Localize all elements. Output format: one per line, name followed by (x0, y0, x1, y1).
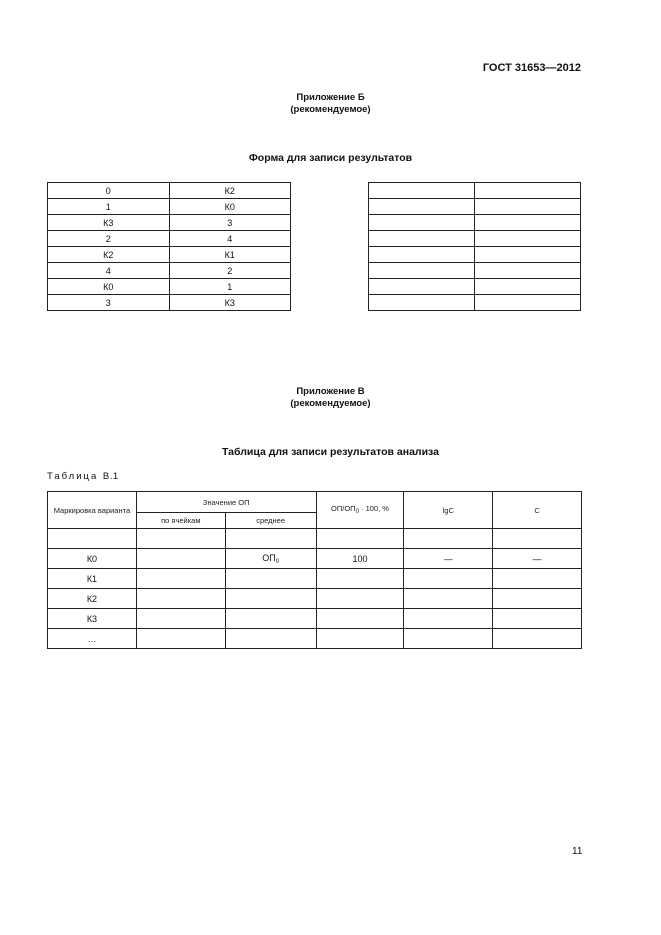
cell-ratio: 100 (316, 549, 404, 569)
empty-cell (136, 569, 225, 589)
empty-cell (225, 629, 316, 649)
cell-average-sub: 0 (275, 558, 280, 565)
header-ratio-sub: 0 (355, 508, 359, 515)
pair-right-cell: К1 (169, 247, 291, 263)
table-row (48, 609, 582, 629)
results-cell (475, 247, 581, 263)
empty-cell (136, 589, 225, 609)
standard-code: ГОСТ 31653—2012 (482, 62, 581, 74)
cell-marking: К1 (48, 569, 137, 589)
pairs-row (48, 199, 291, 215)
results-row (369, 279, 581, 295)
cell-marking: К2 (48, 589, 137, 609)
results-cell (475, 183, 581, 199)
pair-right-cell: 1 (169, 279, 291, 295)
empty-cell (136, 629, 225, 649)
cell-average-text: ОП (262, 552, 276, 563)
empty-cell (404, 589, 493, 609)
table-row (48, 629, 582, 649)
annex-v-title: Приложение В (296, 386, 365, 397)
pair-right-cell: К0 (169, 199, 291, 215)
empty-cell (404, 569, 493, 589)
pairs-row (48, 231, 291, 247)
annex-b-heading (0, 92, 661, 116)
header-by-cells: по ячейкам (136, 513, 225, 529)
cell-marking: К3 (48, 609, 137, 629)
results-cell (369, 279, 475, 295)
results-cell (475, 231, 581, 247)
empty-cell (316, 589, 404, 609)
table-label-word: Таблица (47, 471, 99, 482)
annex-b-title: Приложение Б (296, 92, 365, 103)
header-c: С (493, 492, 582, 529)
results-row (369, 199, 581, 215)
annex-b-subtitle: (рекомендуемое) (290, 104, 371, 115)
cell-lgc: — (404, 549, 493, 569)
analysis-table-title: Таблица для записи результатов анализа (222, 446, 439, 458)
empty-cell (225, 569, 316, 589)
cell-c: — (493, 549, 582, 569)
table-row (48, 549, 582, 569)
pair-right-cell: К3 (169, 295, 291, 311)
results-cell (475, 295, 581, 311)
pairs-row (48, 247, 291, 263)
pairs-row (48, 279, 291, 295)
empty-cell (225, 609, 316, 629)
pair-left-cell: 0 (48, 183, 170, 199)
cell-average (225, 549, 316, 569)
results-cell (475, 263, 581, 279)
header-ratio (316, 492, 404, 529)
table-label (47, 471, 119, 482)
results-cell (475, 215, 581, 231)
results-cell (369, 199, 475, 215)
pairs-row (48, 183, 291, 199)
empty-cell (493, 609, 582, 629)
pair-right-cell: 4 (169, 231, 291, 247)
empty-cell (493, 589, 582, 609)
results-cell (369, 231, 475, 247)
empty-cell (404, 629, 493, 649)
pair-left-cell: 2 (48, 231, 170, 247)
results-row (369, 231, 581, 247)
results-row (369, 247, 581, 263)
table-row (48, 589, 582, 609)
page-number: 11 (572, 846, 583, 857)
pairs-row (48, 215, 291, 231)
annex-v-heading (0, 386, 661, 410)
results-cell (475, 199, 581, 215)
empty-cell (225, 589, 316, 609)
table-label-number: В.1 (102, 471, 119, 482)
empty-cell (493, 629, 582, 649)
empty-cell (316, 629, 404, 649)
header-op-value: Значение ОП (136, 492, 316, 513)
cell-marking: К0 (48, 549, 137, 569)
pairs-row (48, 295, 291, 311)
table-row (48, 569, 582, 589)
header-separator (48, 529, 582, 549)
results-cell (369, 183, 475, 199)
pair-left-cell: К3 (48, 215, 170, 231)
pair-left-cell: К0 (48, 279, 170, 295)
pair-left-cell: К2 (48, 247, 170, 263)
pair-right-cell: К2 (169, 183, 291, 199)
results-row (369, 295, 581, 311)
results-row (369, 263, 581, 279)
cell-by-cells (136, 549, 225, 569)
results-cell (369, 295, 475, 311)
header-lgc: lgC (404, 492, 493, 529)
results-row (369, 215, 581, 231)
pair-left-cell: 3 (48, 295, 170, 311)
results-cell (369, 247, 475, 263)
results-cell (369, 215, 475, 231)
results-form-table (368, 182, 581, 311)
empty-cell (404, 609, 493, 629)
results-row (369, 183, 581, 199)
header-ratio-text: ОП/ОП (331, 503, 356, 513)
cell-marking: … (48, 629, 137, 649)
empty-cell (316, 569, 404, 589)
header-marking: Маркировка варианта (48, 492, 137, 529)
pairs-table (47, 182, 291, 311)
header-ratio-suffix: · 100, % (358, 503, 389, 513)
analysis-table (47, 491, 582, 649)
header-average: среднее (225, 513, 316, 529)
empty-cell (493, 569, 582, 589)
form-title: Форма для записи результатов (248, 152, 413, 164)
pair-left-cell: 1 (48, 199, 170, 215)
empty-cell (136, 609, 225, 629)
results-cell (369, 263, 475, 279)
annex-v-subtitle: (рекомендуемое) (290, 398, 371, 409)
pair-left-cell: 4 (48, 263, 170, 279)
results-cell (475, 279, 581, 295)
empty-cell (316, 609, 404, 629)
pair-right-cell: 2 (169, 263, 291, 279)
pairs-row (48, 263, 291, 279)
pair-right-cell: 3 (169, 215, 291, 231)
